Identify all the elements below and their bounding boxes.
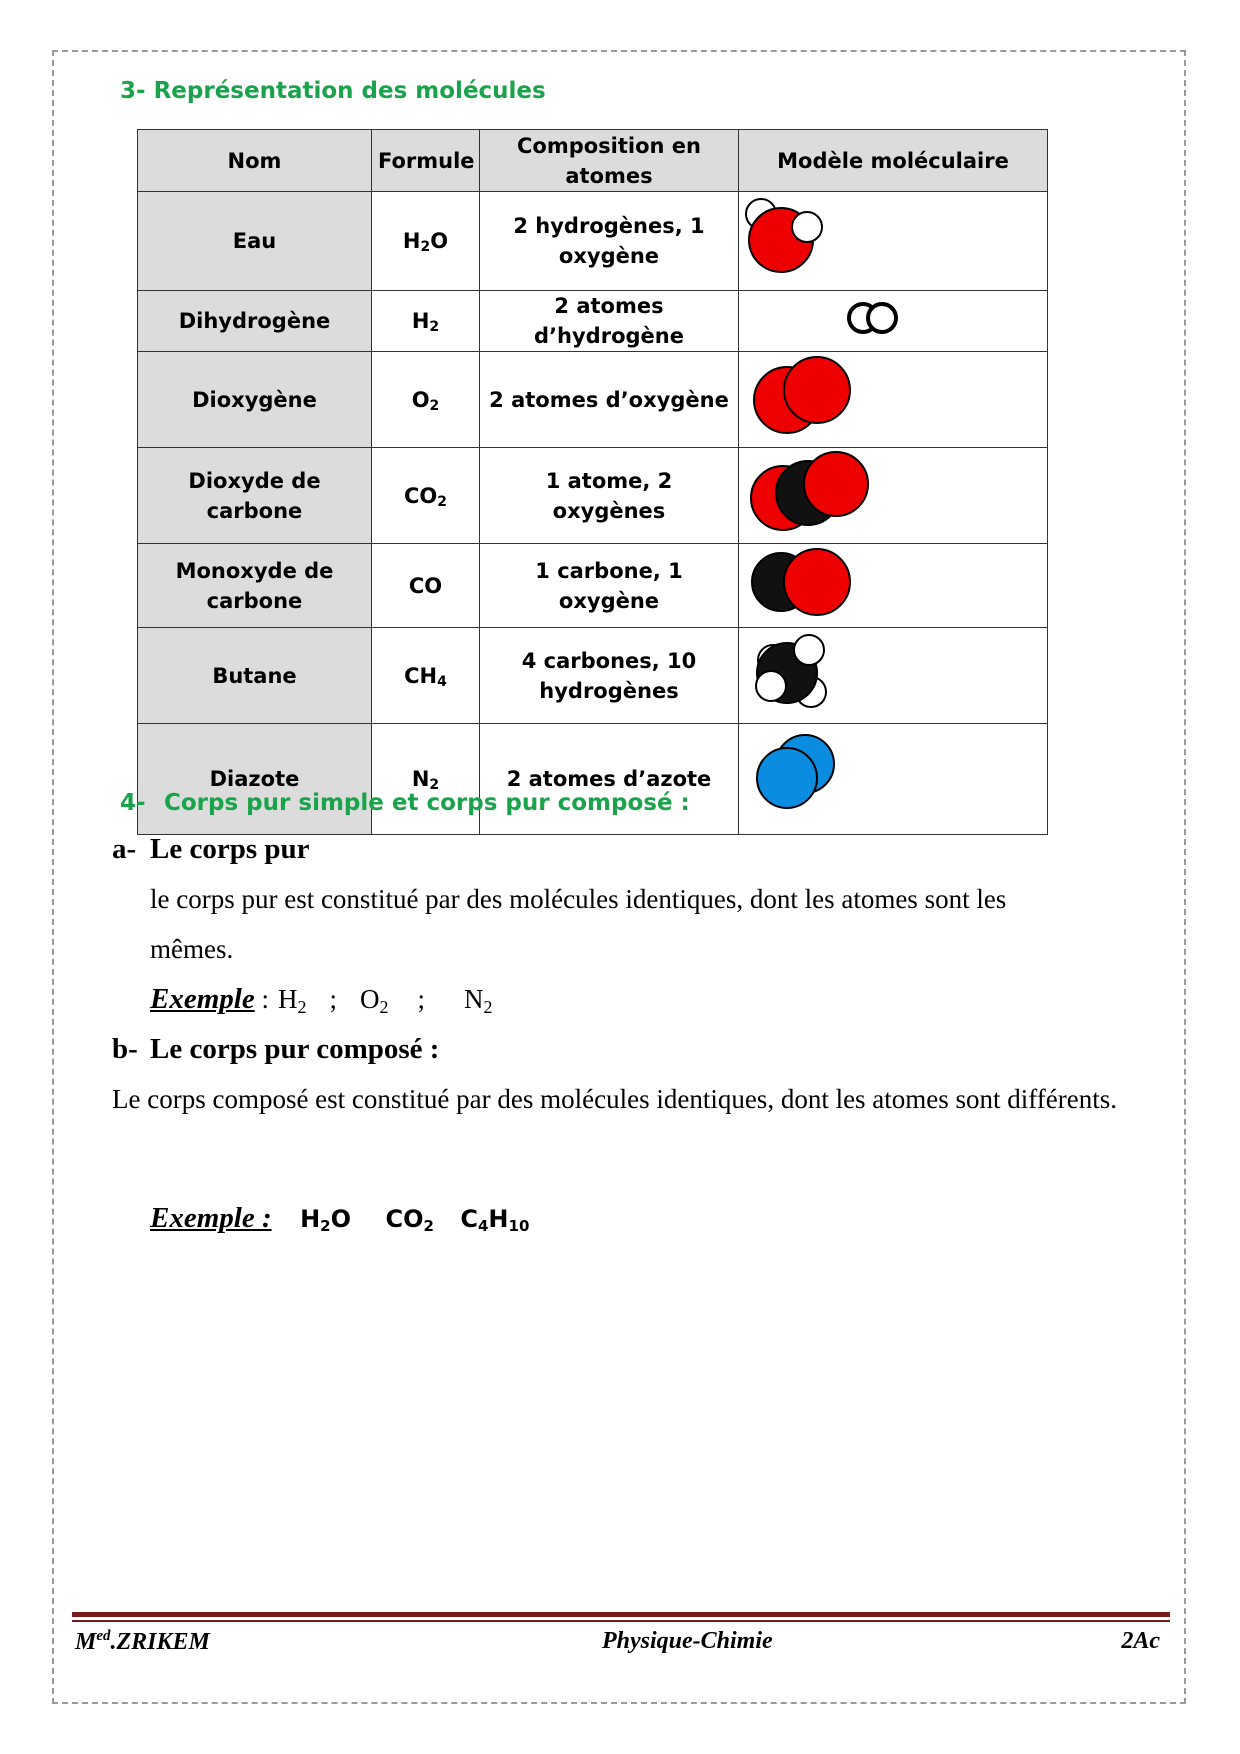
example-formula: $H_2O$ (300, 1205, 351, 1235)
water-model (739, 192, 1048, 291)
table-row (138, 724, 1048, 835)
row-name: Butane (138, 628, 372, 724)
part-b-text: Le corps composé est constitué par des molécules identiques, dont les atomes sont différents. (112, 1084, 1118, 1114)
part-a-example: Exemple : $H_2$ ; $O_2$ ; $N_2$ (150, 983, 493, 1017)
part-a-letter: a- (112, 833, 137, 865)
example-formula: $O_2$ (359, 984, 389, 1017)
part-a-heading (112, 833, 310, 866)
part-b-heading (112, 1033, 439, 1066)
dinitrogen-model (739, 724, 1048, 835)
row-composition: 1 atome, 2 oxygènes (480, 448, 739, 544)
row-name: Diazote (138, 724, 372, 835)
table-header-row (138, 130, 1048, 192)
table-row (138, 352, 1048, 448)
part-b-letter: b- (112, 1033, 138, 1065)
row-name: Dihydrogène (138, 291, 372, 352)
section-4-number: 4- (120, 790, 146, 816)
row-formula: $N_2$ (372, 724, 480, 835)
methane-model (739, 628, 1048, 724)
table-row (138, 544, 1048, 628)
carbon-dioxide-model (739, 448, 1048, 544)
section-4-title: Corps pur simple et corps pur composé : (164, 790, 690, 816)
row-formula: $H_2$ (372, 291, 480, 352)
row-formula: $H_2O$ (372, 192, 480, 291)
table-row (138, 448, 1048, 544)
footer-subject: Physique-Chimie (602, 1628, 773, 1654)
part-a-example-label: Exemple (150, 983, 255, 1015)
example-formula: $N_2$ (463, 984, 493, 1017)
row-composition: 4 carbones, 10 hydrogènes (480, 628, 739, 724)
part-a-text: le corps pur est constitué par des molécules identiques, dont les atomes sont les mêmes. (150, 884, 1007, 964)
row-name: Eau (138, 192, 372, 291)
example-formula: $H_2$ (277, 984, 307, 1017)
part-a-title: Le corps pur (150, 833, 310, 865)
row-composition: 2 hydrogènes, 1 oxygène (480, 192, 739, 291)
part-b-example (150, 1202, 529, 1235)
row-composition: 1 carbone, 1 oxygène (480, 544, 739, 628)
header-name: Nom (138, 130, 372, 192)
dihydrogen-model (739, 291, 1048, 352)
table-row (138, 291, 1048, 352)
row-name: Dioxyde de carbone (138, 448, 372, 544)
footer-level: 2Ac (1121, 1628, 1160, 1654)
example-formula: $CO_2$ (385, 1205, 434, 1235)
row-composition: 2 atomes d’hydrogène (480, 291, 739, 352)
part-b-example-label: Exemple : (150, 1202, 272, 1234)
dioxygen-model (739, 352, 1048, 448)
molecules-table (137, 129, 1048, 835)
table-row (138, 192, 1048, 291)
header-model: Modèle moléculaire (739, 130, 1048, 192)
footer-rule-thin (72, 1620, 1170, 1622)
section-4-heading (120, 790, 690, 816)
carbon-monoxide-model (739, 544, 1048, 628)
part-b-title: Le corps pur composé : (150, 1033, 440, 1065)
row-composition: 2 atomes d’oxygène (480, 352, 739, 448)
example-formula: $C_4H_{10}$ (460, 1205, 530, 1235)
row-formula: $CO_2$ (372, 448, 480, 544)
row-composition: 2 atomes d’azote (480, 724, 739, 835)
section-3-heading (120, 78, 546, 104)
footer-rule (72, 1612, 1170, 1617)
section-3-title: Représentation des molécules (153, 78, 546, 104)
table-row (138, 628, 1048, 724)
section-3-number: 3- (120, 78, 146, 104)
footer-author: $M^{ed}.ZRIKEM$ (75, 1628, 210, 1655)
row-name: Dioxygène (138, 352, 372, 448)
row-formula: $O_2$ (372, 352, 480, 448)
header-composition: Composition en atomes (480, 130, 739, 192)
header-formula: Formule (372, 130, 480, 192)
row-name: Monoxyde de carbone (138, 544, 372, 628)
row-formula: $CH_4$ (372, 628, 480, 724)
row-formula: CO (372, 544, 480, 628)
